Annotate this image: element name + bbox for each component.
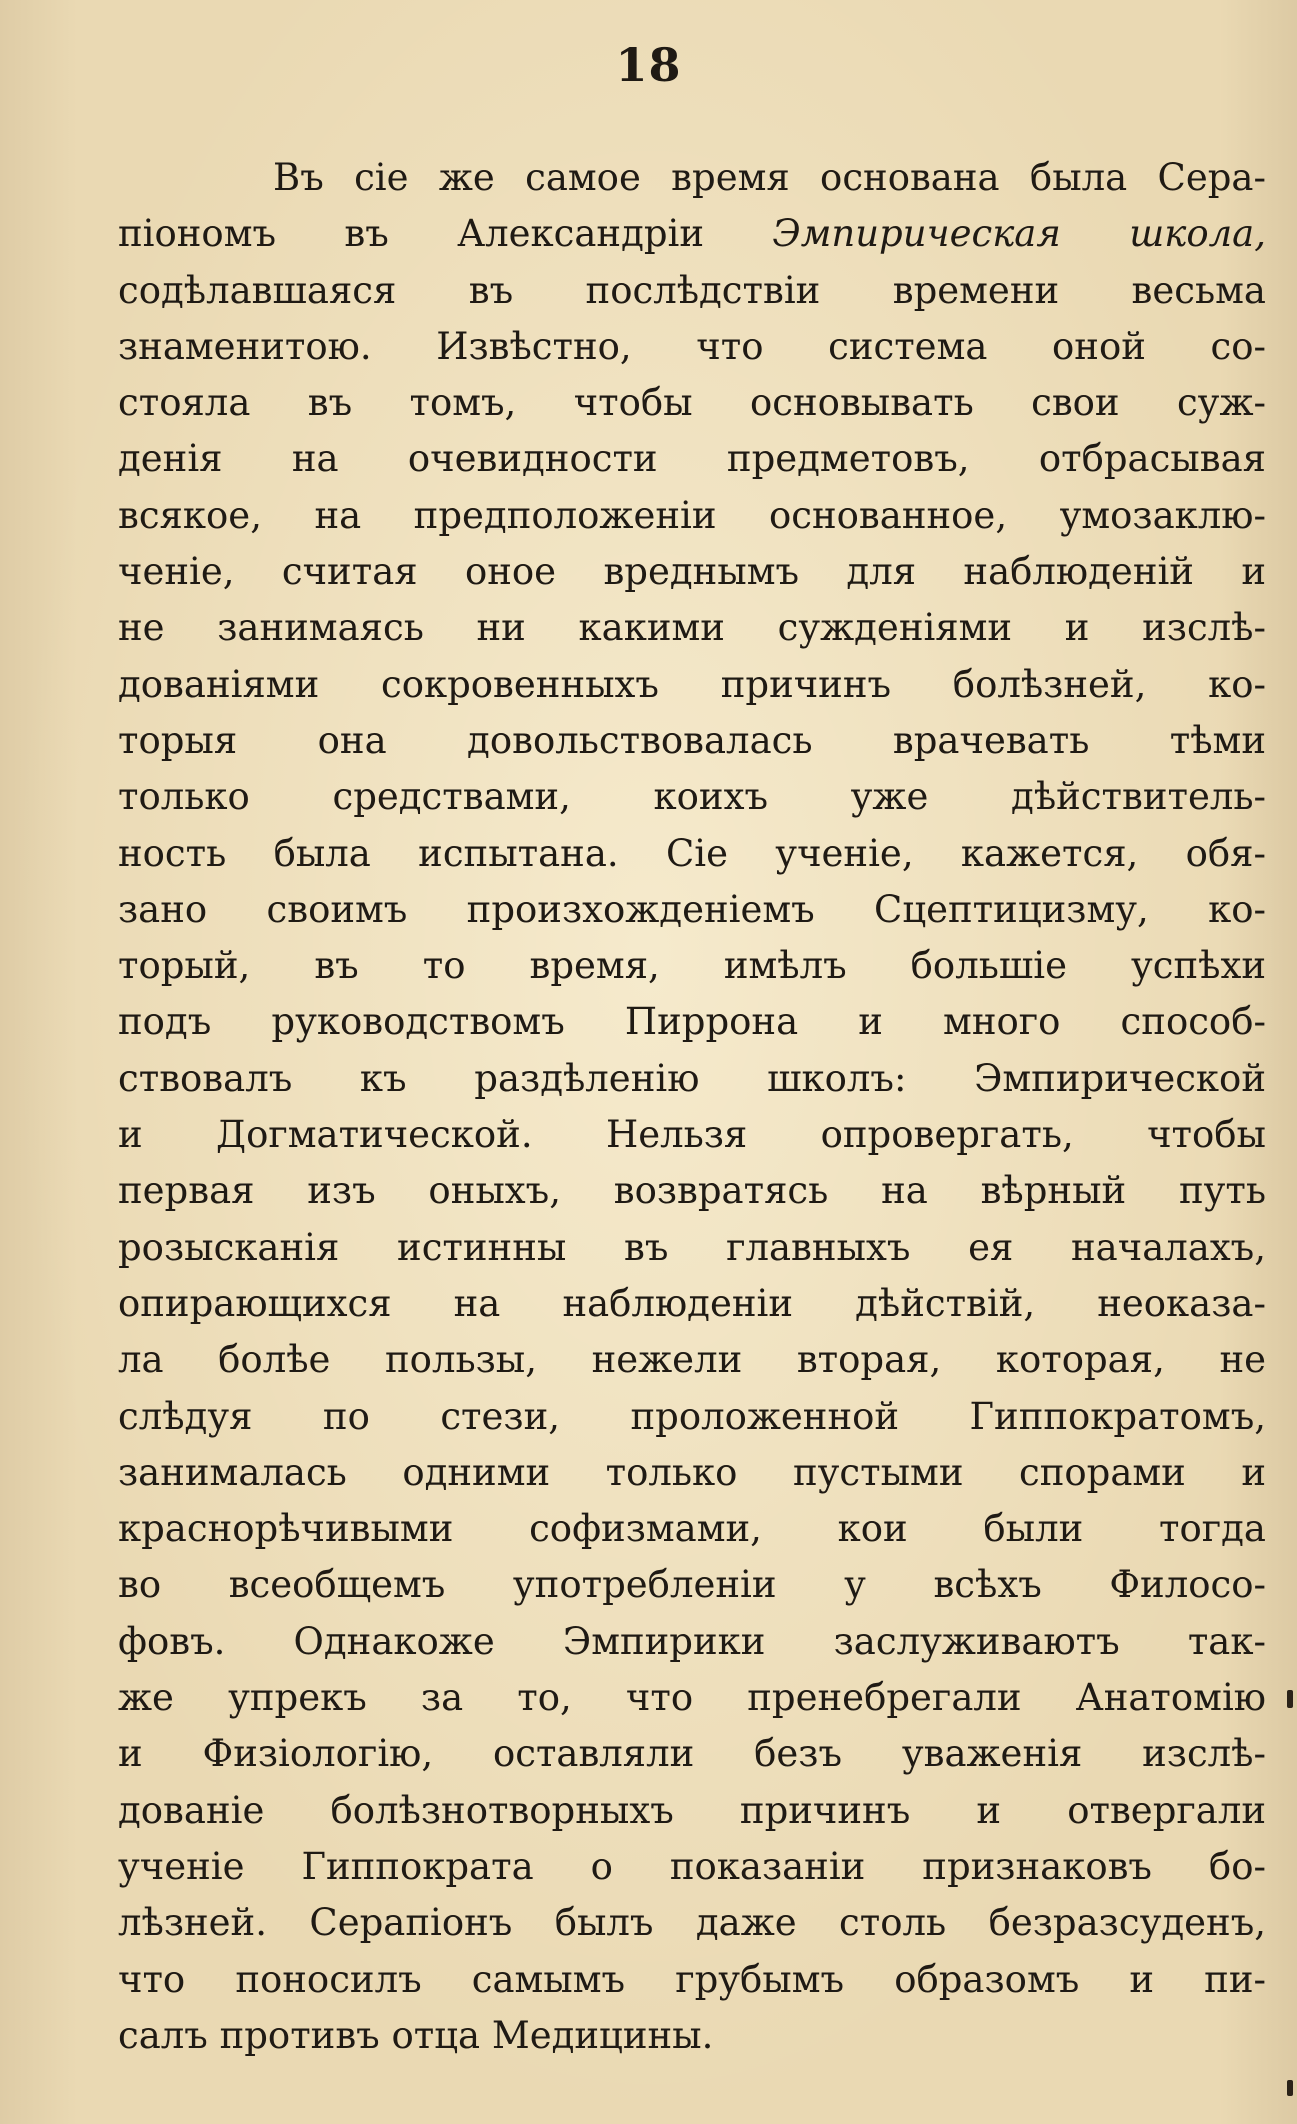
text-line: же упрекъ за то, что пренебрегали Анатомiю bbox=[118, 1676, 1266, 1720]
page-edge-mark bbox=[1287, 2080, 1293, 2096]
text-line: салъ противъ отца Медицины. bbox=[118, 2013, 714, 2057]
text-line: дованiе болѣзнотворныхъ причинъ и отвергали bbox=[118, 1788, 1266, 1832]
page-number: 18 bbox=[615, 38, 682, 92]
text-line: только средствами, коихъ уже дѣйствитель- bbox=[118, 775, 1266, 819]
text-line: розысканiя истинны въ главныхъ ея началахъ, bbox=[118, 1225, 1266, 1269]
italic-term: Эмпирическая школа, bbox=[772, 212, 1266, 256]
text-line: и Догматической. Нельзя опровергать, чтобы bbox=[118, 1113, 1266, 1157]
text-line: краснорѣчивыми софизмами, кои были тогда bbox=[118, 1507, 1266, 1551]
text-line: опирающихся на наблюденiи дѣйствiй, неоказа- bbox=[118, 1281, 1266, 1325]
text-line: ученiе Гиппократа о показанiи признаковъ бо- bbox=[118, 1844, 1266, 1888]
text-line: ствовалъ къ раздѣленiю школъ: Эмпирической bbox=[118, 1056, 1266, 1100]
text-line: денiя на очевидности предметовъ, отбрасывая bbox=[118, 437, 1266, 481]
text-line: первая изъ оныхъ, возвратясь на вѣрный путь bbox=[118, 1169, 1266, 1213]
page-edge-mark bbox=[1287, 1690, 1293, 1708]
text-line: ченiе, считая оное вреднымъ для наблюденiй и bbox=[118, 550, 1266, 594]
text-line: фовъ. Однакоже Эмпирики заслуживаютъ так- bbox=[118, 1619, 1266, 1663]
text-line: Въ сіе же самое время основана была Сера- bbox=[273, 156, 1266, 199]
text-line: всякое, на предположенiи основанное, умозаклю- bbox=[118, 493, 1266, 537]
text-line: ность была испытана. Сiе ученiе, кажется, обя- bbox=[118, 831, 1266, 875]
text-line: лѣзней. Серапiонъ былъ даже столь безразсуденъ, bbox=[118, 1901, 1266, 1945]
text-line: торыя она довольствовалась врачевать тѣми bbox=[118, 718, 1266, 762]
text-line: не занимаясь ни какими сужденiями и изслѣ- bbox=[118, 606, 1266, 650]
text-line: дованiями сокровенныхъ причинъ болѣзней, ко- bbox=[118, 662, 1266, 706]
text-line: слѣдуя по стези, проложенной Гиппократомъ, bbox=[118, 1394, 1266, 1438]
text-line: торый, въ то время, имѣлъ большiе успѣхи bbox=[118, 944, 1266, 988]
text-line: стояла въ томъ, чтобы основывать свои суж- bbox=[118, 381, 1266, 425]
text-line: во всеобщемъ употребленiи у всѣхъ Филосо- bbox=[118, 1563, 1266, 1607]
text-line: содѣлавшаяся въ послѣдствiи времени весьма bbox=[118, 268, 1266, 312]
text-line: подъ руководствомъ Пиррона и много способ- bbox=[118, 1000, 1266, 1044]
text-line: и Физiологiю, оставляли безъ уваженiя изслѣ- bbox=[118, 1732, 1266, 1776]
text-line: ла болѣе пользы, нежели вторая, которая, не bbox=[118, 1338, 1266, 1382]
text-line: пiономъ въ Александрiи Эмпирическая школа, bbox=[118, 212, 1266, 256]
body-paragraph bbox=[118, 150, 1266, 2064]
text-line: знаменитою. Извѣстно, что система оной со- bbox=[118, 324, 1266, 368]
text-line: зано своимъ произхожденiемъ Сцептицизму, ко- bbox=[118, 887, 1266, 931]
text-line: что поносилъ самымъ грубымъ образомъ и пи- bbox=[118, 1957, 1266, 2001]
text-line: занималась одними только пустыми спорами и bbox=[118, 1450, 1266, 1494]
